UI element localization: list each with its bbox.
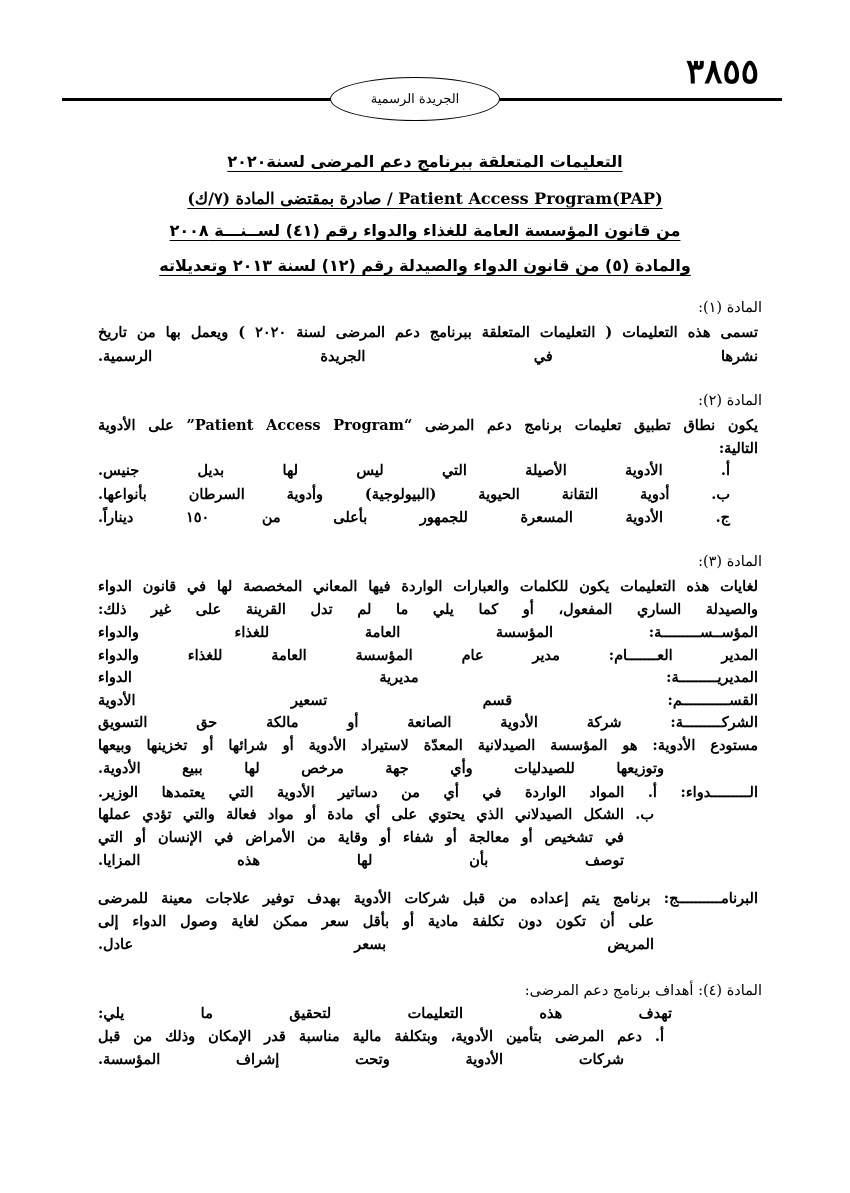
definition-warehouse: مستودع الأدوية: هو المؤسسة الصيدلانية المعدّة لاستيراد الأدوية أو شرائها أو تخزينها وبيعها [98,737,758,754]
definition-directorate: المديريـــــــــة: مديرية الدواء [98,669,758,686]
article-4-line: تهدف هذه التعليمات لتحقيق ما يلي: [98,1005,672,1022]
definition-drug: الـــــــــدواء: أ. المواد الواردة في أي من دساتير الأدوية التي يعتمدها الوزير. [98,784,758,801]
definition-warehouse-cont: وتوزيعها للصيدليات وأي جهة مرخص لها ببيع الأدوية. [98,760,664,777]
article-4-item: أ. دعم المرضى بتأمين الأدوية، وبتكلفة مالية مناسبة قدر الإمكان وذلك من قبل [98,1028,664,1045]
definition-program: البرنامــــــــــج: برنامج يتم إعداده من قبل شركات الأدوية بهدف توفير علاجات معينة للمرضى [98,890,758,907]
gazette-label: الجريدة الرسمية [330,77,500,121]
article-2-line: التالية: [718,440,758,457]
article-1-line: تسمى هذه التعليمات ( التعليمات المتعلقة ببرنامج دعم المرضى لسنة ٢٠٢٠ ) ويعمل بها من تاريخ [98,324,758,341]
article-4-item-cont: شركات الأدوية وتحت إشراف المؤسسة. [98,1051,624,1068]
definition-drug-b-cont: توصف بأن لها هذه المزايا. [98,852,624,869]
article-2-item: ب. أدوية التقانة الحيوية (البيولوجية) وأدوية السرطان بأنواعها. [98,486,730,503]
definition-director-general: المدير العـــــــام: مدير عام المؤسسة العامة للغذاء والدواء [98,647,758,664]
definition-company: الشركـــــــــة: شركة الأدوية الصانعة أو مالكة حق التسويق [98,714,758,731]
title-line-3: من قانون المؤسسة العامة للغذاء والدواء رقم (٤١) لســنـــة ٢٠٠٨ [169,221,681,240]
article-2-item: أ. الأدوية الأصيلة التي ليس لها بديل جنيس. [98,462,730,479]
definition-department: القســـــــــــم: قسم تسعير الأدوية [98,692,758,709]
article-2-line: يكون نطاق تطبيق تعليمات برنامج دعم المرضى “Patient Access Program” على الأدوية [98,417,758,434]
title-line-1: التعليمات المتعلقة ببرنامج دعم المرضى لسنة٢٠٢٠ [227,152,623,171]
article-3-line: والصيدلة الساري المفعول، أو كما يلي ما لم تدل القرينة على غير ذلك: [98,601,758,618]
definition-drug-b: ب. الشكل الصيدلاني الذي يحتوي على أي مادة أو مواد فعالة والتي تؤدي عملها [98,806,654,823]
definition-institution: المؤســســـــــــة: المؤسسة العامة للغذاء والدواء [98,624,758,641]
article-2-item: ج. الأدوية المسعرة للجمهور بأعلى من ١٥٠ ديناراً. [98,509,730,526]
article-1-line: نشرها في الجريدة الرسمية. [98,348,758,365]
article-1-heading: المادة (١): [698,300,762,316]
article-3-heading: المادة (٣): [698,554,762,570]
definition-program-cont: على أن تكون دون تكلفة مادية أو بأقل سعر ممكن لغاية وصول الدواء إلى [98,913,654,930]
title-line-4: والمادة (٥) من قانون الدواء والصيدلة رقم (١٢) لسنة ٢٠١٣ وتعديلاته [159,256,691,275]
title-line-2: Patient Access Program(PAP) / صادرة بمقتضى المادة (٧/ك) [187,189,663,208]
article-2-heading: المادة (٢): [698,393,762,409]
definition-drug-b-cont: في تشخيص أو معالجة أو شفاء أو وقاية من الأمراض في الإنسان أو التي [98,829,624,846]
definition-program-cont: المريض بسعر عادل. [98,936,654,953]
article-3-line: لغايات هذه التعليمات يكون للكلمات والعبارات الواردة فيها المعاني المخصصة لها في قانون الدواء [98,578,758,595]
article-4-heading: المادة (٤): أهداف برنامج دعم المرضى: [524,983,762,999]
page-number: ٣٨٥٥ [686,52,760,92]
